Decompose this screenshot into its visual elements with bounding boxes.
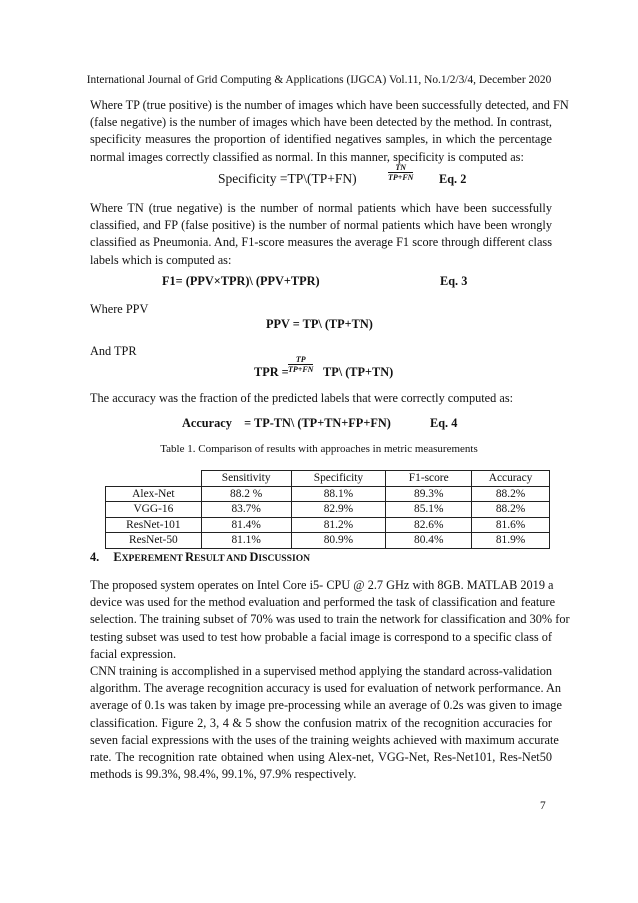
tpr-equation-prefix: TPR = — [254, 365, 289, 379]
equation-label-4: Eq. 4 — [430, 416, 458, 430]
text-line: (false negative) is the number of images which have been detected by the method. In contrast, — [90, 115, 552, 130]
text-line: methods is 99.3%, 98.4%, 99.1%, 97.9% respectively. — [90, 767, 357, 782]
text-line: The proposed system operates on Intel Core i5- CPU @ 2.7 GHz with 8GB. MATLAB 2019 a — [90, 578, 554, 592]
text-line: classified as Pneumonia. And, F1-score measures the average F1 score through different class — [90, 235, 552, 250]
paragraph-tp-fn — [90, 97, 569, 166]
results-table — [105, 470, 550, 549]
table-header-cell: Accuracy — [472, 471, 550, 487]
table-header-cell: Sensitivity — [201, 471, 291, 487]
table-row — [106, 486, 550, 502]
text-line: average of 0.1s was taken by image pre-processing while an average of 0.2s was given to image — [90, 698, 562, 713]
journal-header: International Journal of Grid Computing & Applications (IJGCA) Vol.11, No.1/2/3/4, December 2020 — [86, 74, 552, 86]
table-cell: 82.6% — [386, 517, 472, 533]
text-line: algorithm. The average recognition accuracy is used for evaluation of network performance. An — [90, 681, 561, 696]
section-title-part: ESULT AND — [194, 553, 250, 564]
accuracy-intro: The accuracy was the fraction of the predicted labels that were correctly computed as: — [90, 391, 514, 405]
table-cell: 80.4% — [386, 533, 472, 549]
paragraph-tn-fp — [90, 200, 552, 269]
fraction-numerator: TN — [388, 163, 413, 173]
table-cell: VGG-16 — [106, 502, 202, 518]
table-cell: 88.1% — [291, 486, 386, 502]
table-cell: 81.6% — [472, 517, 550, 533]
text-line: seven facial expressions with the uses of the training weights achieved with maximum accurate — [90, 732, 559, 747]
section-title-part: D — [249, 550, 259, 564]
table-cell: Alex-Net — [106, 486, 202, 502]
text-line: selection. The training subset of 70% was used to train the network for classification and 30% for — [90, 612, 570, 627]
fraction-numerator: TP — [288, 355, 313, 365]
tpr-fraction — [288, 355, 313, 374]
specificity-equation: Specificity =TP\(TP+FN) — [218, 171, 357, 186]
table-header-cell — [106, 471, 202, 487]
table-cell: 88.2 % — [201, 486, 291, 502]
table-cell: 83.7% — [201, 502, 291, 518]
equation-label-2: Eq. 2 — [439, 172, 467, 186]
table-cell: 81.9% — [472, 533, 550, 549]
section-title-part: E — [113, 550, 122, 564]
table-cell: 85.1% — [386, 502, 472, 518]
table-caption: Table 1. Comparison of results with approaches in metric measurements — [160, 443, 478, 455]
tpr-equation-suffix: TP\ (TP+TN) — [323, 365, 394, 379]
text-line: specificity measures the proportion of identified negatives samples, in which the percentage — [90, 132, 552, 147]
table-row — [106, 502, 550, 518]
section-title-part: XPEREMENT — [121, 553, 186, 564]
table-cell: 89.3% — [386, 486, 472, 502]
table-cell: 81.2% — [291, 517, 386, 533]
table-header-cell: Specificity — [291, 471, 386, 487]
table-cell: 80.9% — [291, 533, 386, 549]
table-cell: 81.4% — [201, 517, 291, 533]
text-line: testing subset was used to test how probable a facial image is correspond to a specific class of — [90, 629, 552, 644]
where-ppv-text: Where PPV — [90, 302, 149, 316]
section-title-part: R — [185, 550, 195, 564]
table-cell: 88.2% — [472, 486, 550, 502]
text-line: facial expression. — [90, 646, 177, 661]
table-cell: 88.2% — [472, 502, 550, 518]
fraction-denominator: TP+FN — [288, 365, 314, 374]
specificity-fraction — [388, 163, 413, 182]
equation-label-3: Eq. 3 — [440, 274, 468, 288]
text-line: device was used for the method evaluation and performed the task of classification and feature — [90, 595, 556, 610]
table-cell: ResNet-101 — [106, 517, 202, 533]
text-line: classification. Figure 2, 3, 4 & 5 show the confusion matrix of the recognition accuracies for — [90, 715, 552, 730]
text-line: labels which is computed as: — [90, 252, 232, 267]
table-row — [106, 533, 550, 549]
f1-equation: F1= (PPV×TPR)\ (PPV+TPR) — [162, 274, 320, 288]
paragraph-system-setup — [90, 577, 570, 663]
accuracy-equation: Accuracy = TP-TN\ (TP+TN+FP+FN) — [182, 416, 391, 430]
ppv-equation: PPV = TP\ (TP+TN) — [266, 317, 373, 331]
section-heading — [90, 550, 310, 565]
table-cell: 82.9% — [291, 502, 386, 518]
text-line: Where TN (true negative) is the number of normal patients which have been successfully — [90, 201, 552, 215]
text-line: Where TP (true positive) is the number of images which have been successfully detected, and FN — [90, 98, 569, 112]
table-header-row — [106, 471, 550, 487]
section-number: 4. — [90, 550, 100, 564]
fraction-denominator: TP+FN — [388, 173, 414, 182]
table-header-cell: F1-score — [386, 471, 472, 487]
section-title-part: ISCUSSION — [258, 553, 311, 564]
page-number: 7 — [540, 800, 546, 812]
paragraph-cnn-training — [90, 663, 562, 783]
table-row — [106, 517, 550, 533]
text-line: classified, and FP (false positive) is the number of normal patients which have been wrongly — [90, 218, 552, 233]
text-line: CNN training is accomplished in a supervised method applying the standard across-validation — [90, 664, 553, 678]
and-tpr-text: And TPR — [90, 344, 137, 358]
text-line: rate. The recognition rate obtained when using Alex-net, VGG-Net, Res-Net101, Res-Net50 — [90, 750, 552, 765]
table-cell: ResNet-50 — [106, 533, 202, 549]
table-cell: 81.1% — [201, 533, 291, 549]
text-line: normal images correctly classified as normal. In this manner, specificity is computed as: — [90, 149, 524, 164]
